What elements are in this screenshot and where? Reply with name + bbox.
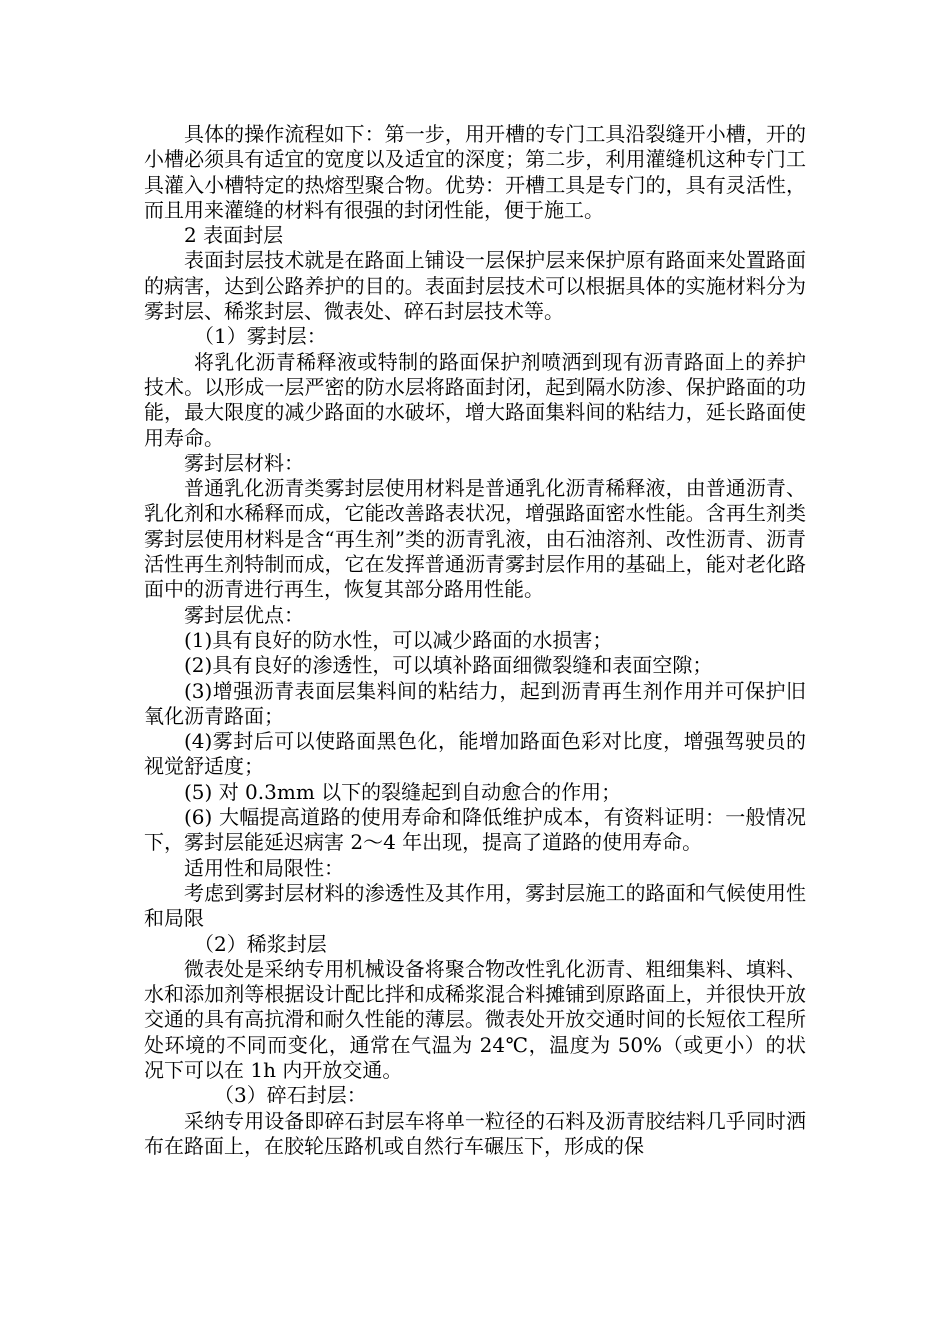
subheading-chip-seal: （3）碎石封层： (214, 1083, 367, 1108)
label-fog-seal-advantages: 雾封层优点： (184, 602, 304, 627)
list-item-advantage-1: (1)具有良好的防水性，可以减少路面的水损害； (184, 627, 613, 652)
list-item-advantage-2: (2)具有良好的渗透性，可以填补路面细微裂缝和表面空隙； (184, 653, 713, 678)
label-fog-seal-materials: 雾封层材料： (184, 450, 304, 475)
document-page (144, 122, 806, 1159)
paragraph-operation-flow: 具体的操作流程如下：第一步，用开槽的专门工具沿裂缝开小槽，开的小槽必须具有适宜的宽度以及适宜的深度；第二步，利用灌缝机这种专门工具灌入小槽特定的热熔型聚合物。优势：开槽工具是专门的，具有灵活性，而且用来灌缝的材料有很强的封闭性能，便于施工。 (144, 122, 806, 222)
paragraph-micro-surfacing: 微表处是采纳专用机械设备将聚合物改性乳化沥青、粗细集料、填料、水和添加剂等根据设计配比拌和成稀浆混合料摊铺到原路面上，并很快开放交通的具有高抗滑和耐久性能的薄层。微表处开放交通时间的长短依工程所处环境的不同而变化，通常在气温为 24℃，温度为 50%（或更小）的状况下可以在 1h 内开放交通。 (144, 956, 806, 1082)
list-item-advantage-4: (4)雾封后可以使路面黑色化，能增加路面色彩对比度，增强驾驶员的视觉舒适度； (144, 729, 806, 779)
paragraph-applicability: 考虑到雾封层材料的渗透性及其作用，雾封层施工的路面和气候使用性和局限 (144, 880, 806, 931)
list-item-advantage-6: (6) 大幅提高道路的使用寿命和降低维护成本，有资料证明：一般情况下，雾封层能延迟病害 2～4 年出现，提高了道路的使用寿命。 (144, 805, 806, 855)
section-heading-surface-seal: 2 表面封层 (184, 223, 284, 248)
list-item-advantage-5: (5) 对 0.3mm 以下的裂缝起到自动愈合的作用； (184, 779, 622, 804)
paragraph-chip-seal: 采纳专用设备即碎石封层车将单一粒径的石料及沥青胶结料几乎同时洒布在路面上，在胶轮压路机或自然行车碾压下，形成的保 (144, 1108, 806, 1158)
label-applicability: 适用性和局限性： (184, 855, 344, 880)
paragraph-fog-seal-desc: 将乳化沥青稀释液或特制的路面保护剂喷洒到现有沥青路面上的养护技术。以形成一层严密的防水层将路面封闭，起到隔水防渗、保护路面的功能，最大限度的减少路面的水破坏，增大路面集料间的粘结力，延长路面使用寿命。 (144, 349, 806, 450)
paragraph-fog-seal-materials: 普通乳化沥青类雾封层使用材料是普通乳化沥青稀释液，由普通沥青、乳化剂和水稀释而成，它能改善路表状况，增强路面密水性能。含再生剂类雾封层使用材料是含“再生剂”类的沥青乳液，由石油溶剂、改性沥青、沥青活性再生剂特制而成，它在发挥普通沥青雾封层作用的基础上，能对老化路面中的沥青进行再生，恢复其部分路用性能。 (144, 476, 806, 602)
subheading-fog-seal: （1）雾封层： (194, 324, 327, 349)
list-item-advantage-3: (3)增强沥青表面层集料间的粘结力，起到沥青再生剂作用并可保护旧氧化沥青路面； (144, 678, 806, 728)
paragraph-surface-seal-intro: 表面封层技术就是在路面上铺设一层保护层来保护原有路面来处置路面的病害，达到公路养护的目的。表面封层技术可以根据具体的实施材料分为雾封层、稀浆封层、微表处、碎石封层技术等。 (144, 248, 806, 324)
subheading-slurry-seal: （2）稀浆封层 (194, 931, 327, 956)
